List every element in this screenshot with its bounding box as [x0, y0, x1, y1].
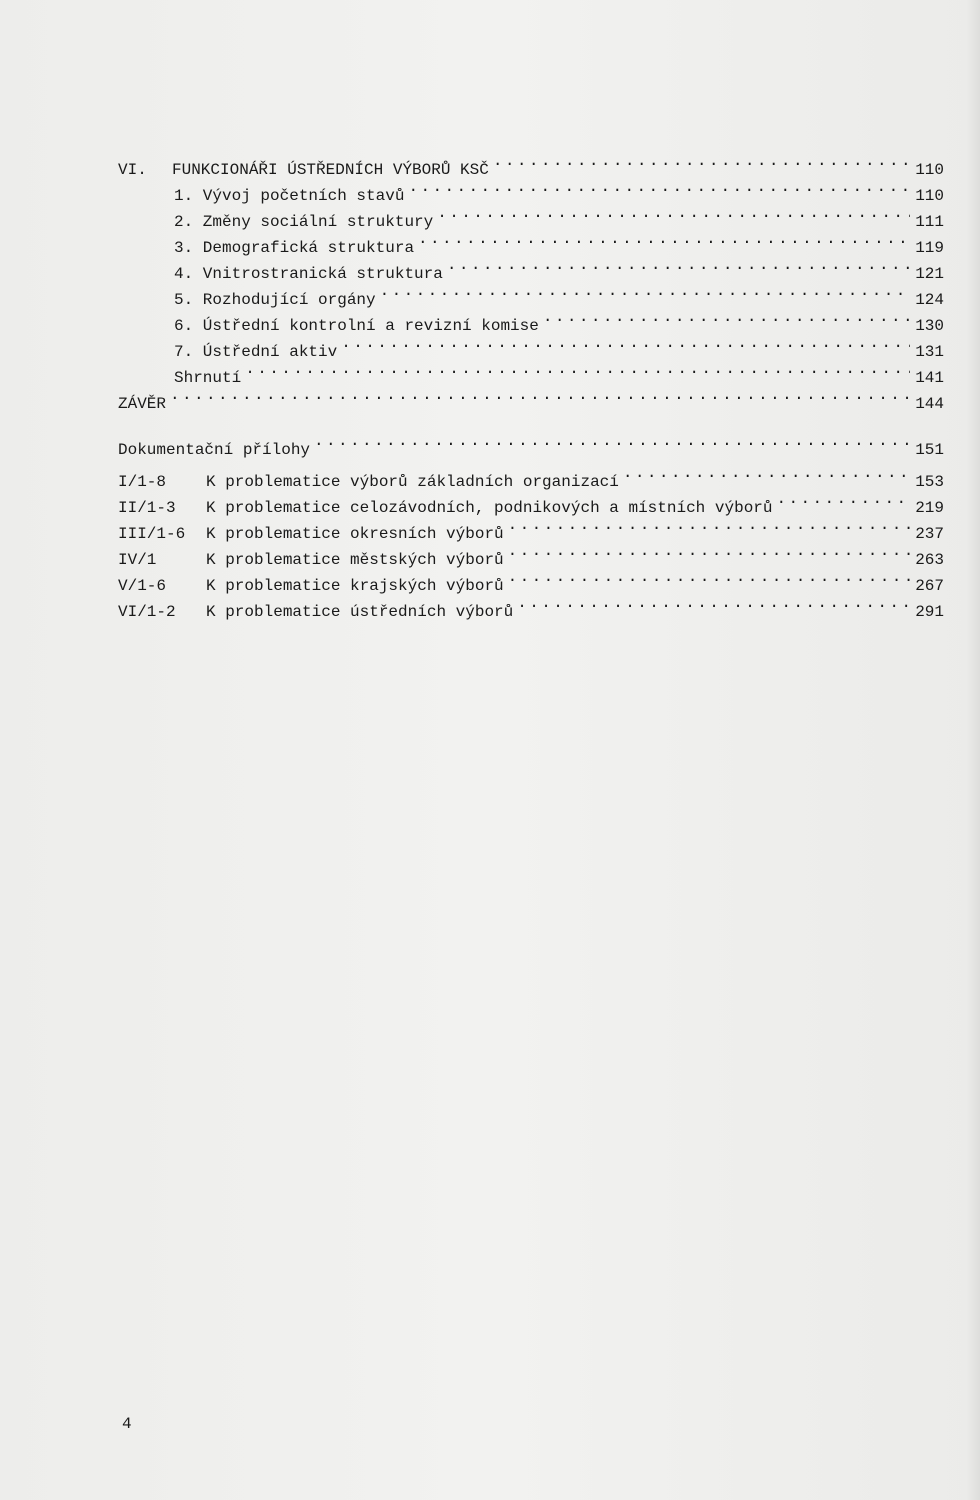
dot-leader: [508, 538, 910, 564]
dot-leader: [341, 330, 910, 356]
dot-leader: [517, 590, 910, 616]
toc-item-label: 1. Vývoj početních stavů: [174, 187, 405, 205]
document-label: K problematice ústředních výborů: [206, 603, 514, 621]
document-page: 237: [915, 525, 944, 543]
toc-item-page: 131: [915, 343, 944, 361]
section-gap: [118, 408, 944, 428]
toc-item-label: 3. Demografická struktura: [174, 239, 415, 257]
toc-item-label: 2. Změny sociální struktury: [174, 213, 434, 231]
dot-leader: [508, 512, 910, 538]
toc-item-label: 4. Vnitrostranická struktura: [174, 265, 443, 283]
chapter-number: VI.: [118, 161, 147, 179]
dot-leader: [245, 356, 910, 382]
toc-item-label: Shrnutí: [174, 369, 242, 387]
dot-leader: [408, 174, 910, 200]
toc-chapter-row: [118, 148, 944, 179]
document-code: VI/1-2: [118, 603, 176, 621]
toc-conclusion-row: [118, 382, 944, 413]
dot-leader: [777, 486, 911, 512]
toc-item-label: 5. Rozhodující orgány: [174, 291, 376, 309]
page-number: 4: [122, 1415, 132, 1433]
toc-item-page: 141: [915, 369, 944, 387]
dot-leader: [447, 252, 910, 278]
dot-leader: [418, 226, 910, 252]
dot-leader: [314, 428, 910, 454]
document-label: K problematice celozávodních, podnikových a místních výborů: [206, 499, 773, 517]
document-page: 153: [915, 473, 944, 491]
document-code: II/1-3: [118, 499, 176, 517]
toc-item-label: 6. Ústřední kontrolní a revizní komise: [174, 317, 539, 335]
dot-leader: [543, 304, 910, 330]
document-code: I/1-8: [118, 473, 167, 491]
toc-item-page: 110: [915, 187, 944, 205]
page-edge-shadow: [966, 0, 980, 1500]
dot-leader: [437, 200, 910, 226]
toc-item-page: 121: [915, 265, 944, 283]
document-label: K problematice okresních výborů: [206, 525, 504, 543]
document-label: K problematice výborů základních organizací: [206, 473, 619, 491]
chapter-page: 110: [915, 161, 944, 179]
toc-item-page: 130: [915, 317, 944, 335]
toc-item-page: 124: [915, 291, 944, 309]
attachments-label: Dokumentační přílohy: [118, 441, 311, 459]
document-code: IV/1: [118, 551, 157, 569]
document-page: 263: [915, 551, 944, 569]
attachments-page: 151: [915, 441, 944, 459]
document-label: K problematice krajských výborů: [206, 577, 504, 595]
toc-document-row: [118, 460, 944, 491]
document-page: 219: [915, 499, 944, 517]
dot-leader: [508, 564, 910, 590]
toc-item-page: 111: [915, 213, 944, 231]
dot-leader: [493, 148, 910, 174]
dot-leader: [623, 460, 910, 486]
toc-item-label: 7. Ústřední aktiv: [174, 343, 338, 361]
document-code: III/1-6: [118, 525, 186, 543]
dot-leader: [380, 278, 910, 304]
toc-attachments-row: [118, 428, 944, 459]
table-of-contents: [118, 148, 944, 621]
conclusion-label: ZÁVĚR: [118, 395, 167, 413]
conclusion-page: 144: [915, 395, 944, 413]
document-page: 267: [915, 577, 944, 595]
toc-item-page: 119: [915, 239, 944, 257]
document-label: K problematice městských výborů: [206, 551, 504, 569]
chapter-title: FUNKCIONÁŘI ÚSTŘEDNÍCH VÝBORŮ KSČ: [172, 161, 489, 179]
document-code: V/1-6: [118, 577, 167, 595]
dot-leader: [170, 382, 910, 408]
document-page: 291: [915, 603, 944, 621]
